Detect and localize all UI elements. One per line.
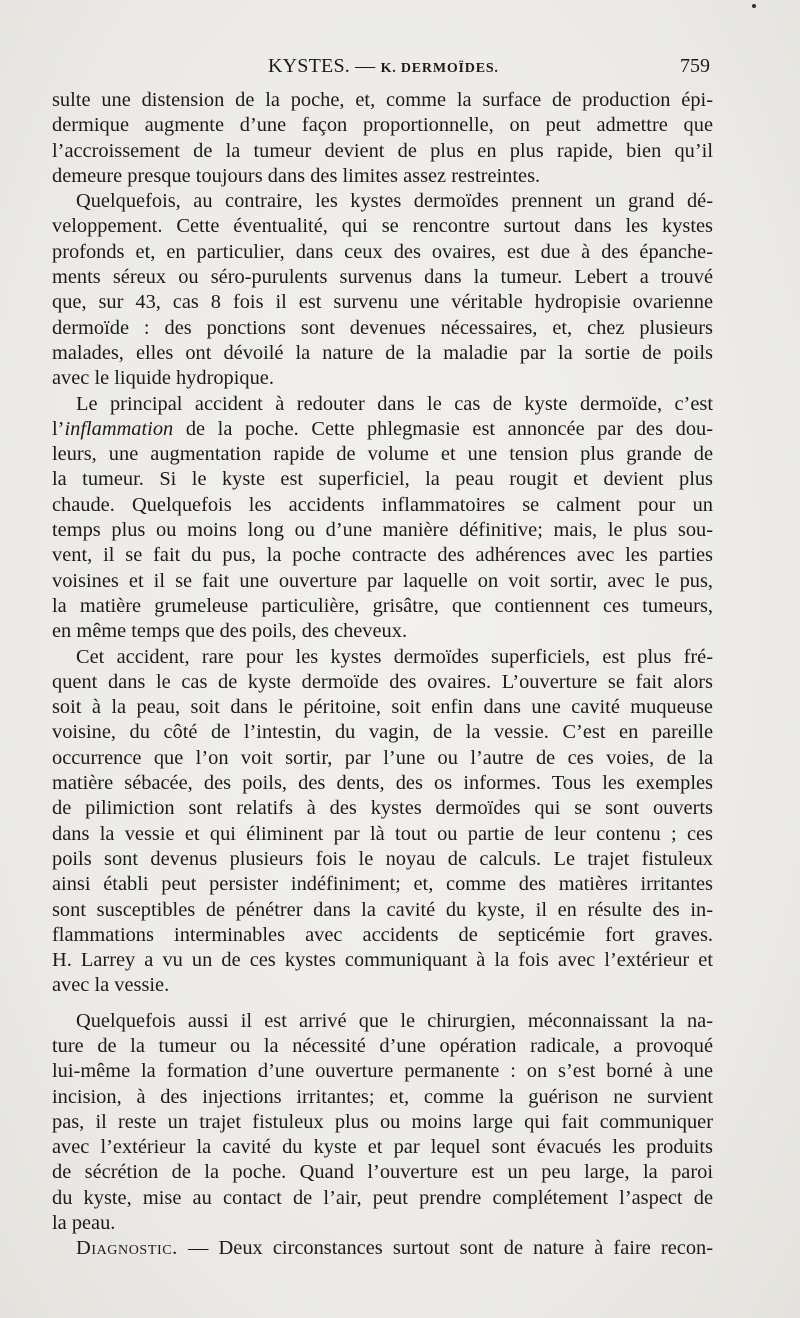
text-line: avec le liquide hydropique. (52, 367, 274, 390)
text-line: en même temps que des poils, des cheveux. (52, 620, 408, 643)
text-line: voisines et il se fait une ouverture par laquelle on voit sortir, avec le pus, (52, 569, 713, 592)
text-line: la peau. (52, 1212, 116, 1235)
text-line: H. Larrey a vu un de ces kystes communiquant à la fois avec l’extérieur et (52, 949, 713, 972)
text-line: veloppement. Cette éventualité, qui se rencontre surtout dans les kystes (52, 215, 713, 238)
running-title (268, 55, 499, 78)
text-line: de pilimiction sont relatifs à des kystes dermoïdes qui se sont ouverts (52, 797, 713, 820)
page-number: 759 (680, 55, 710, 77)
text-line: du kyste, mise au contact de l’air, peut prendre complétement l’aspect de (52, 1186, 713, 1209)
text-line (52, 392, 713, 417)
text-line: dermoïde : des ponctions sont devenues nécessaires, et, chez plusieurs (52, 316, 713, 339)
section-label-diagnostic: Diagnostic. (76, 1237, 178, 1260)
running-title-sub: K. DERMOÏDES. (380, 61, 499, 76)
text-line: matière sébacée, des poils, des dents, des os informes. Tous les exemples (52, 772, 713, 795)
text-line: profonds et, en particulier, dans ceux des ovaires, est due à des épanche- (52, 240, 713, 263)
text-line: l’accroissement de la tumeur devient de plus en plus rapide, bien qu’il (52, 139, 713, 162)
running-title-main: KYSTES. — (268, 55, 381, 77)
text-segment: de la poche. Cette phlegmasie est annoncée par des dou- (173, 417, 713, 440)
text-line: de sécrétion de la poche. Quand l’ouverture est un peu large, la paroi (52, 1161, 713, 1184)
text-line: quent dans le cas de kyste dermoïde des ovaires. L’ouverture se fait alors (52, 670, 713, 693)
text-line: malades, elles ont dévoilé la nature de la maladie par la sortie de poils (52, 341, 713, 364)
text-line: Cet accident, rare pour les kystes dermoïdes superficiels, est plus fré- (76, 645, 713, 668)
text-line: ture de la tumeur ou la nécessité d’une opération radicale, a provoqué (52, 1034, 713, 1057)
text-line: incision, à des injections irritantes; et, comme la guérison ne survient (52, 1085, 713, 1108)
page-header (52, 55, 710, 83)
body-text (52, 88, 713, 1262)
text-line: poils sont devenus plusieurs fois le noyau de calculs. Le trajet fistuleux (52, 847, 713, 870)
text-line: ments séreux ou séro-purulents survenus dans la tumeur. Lebert a trouvé (52, 266, 713, 289)
text-segment: Le principal accident à redouter dans le cas de kyste dermoïde, c’est (76, 392, 713, 415)
text-line: occurrence que l’on voit sortir, par l’une ou l’autre de ces voies, de la (52, 746, 713, 769)
text-line: sulte une distension de la poche, et, comme la surface de production épi- (52, 89, 713, 111)
text-segment: — Deux circonstances surtout sont de nature à faire recon- (177, 1237, 713, 1260)
text-line: la tumeur. Si le kyste est superficiel, la peau rougit et devient plus (52, 468, 713, 491)
text-line (52, 417, 713, 442)
text-line: Quelquefois aussi il est arrivé que le chirurgien, méconnaissant la na- (76, 1009, 713, 1032)
text-line: flammations interminables avec accidents de septicémie fort graves. (52, 923, 713, 946)
italic-term: inflammation (64, 417, 174, 440)
text-line: temps plus ou moins long ou d’une manière définitive; mais, le plus sou- (52, 519, 713, 542)
text-line: Quelquefois, au contraire, les kystes dermoïdes prennent un grand dé- (76, 190, 713, 213)
text-line: dermique augmente d’une façon proportionnelle, on peut admettre que (52, 114, 713, 137)
text-line: soit à la peau, soit dans le péritoine, soit enfin dans une cavité muqueuse (52, 696, 713, 719)
text-line: avec l’extérieur la cavité du kyste et par lequel sont évacués les produits (52, 1136, 713, 1159)
text-segment: l’ (52, 417, 65, 440)
text-line (52, 1236, 713, 1261)
text-line: lui-même la formation d’une ouverture permanente : on s’est borné à une (52, 1060, 713, 1083)
text-line: vent, il se fait du pus, la poche contracte des adhérences avec les parties (52, 544, 713, 567)
text-line: demeure presque toujours dans des limites assez restreintes. (52, 164, 541, 187)
text-line: chaude. Quelquefois les accidents inflammatoires se calment pour un (52, 493, 713, 516)
text-line: que, sur 43, cas 8 fois il est survenu une véritable hydropisie ovarienne (52, 291, 713, 314)
text-line: sont susceptibles de pénétrer dans la cavité du kyste, il en résulte des in- (52, 898, 713, 921)
scan-speck (752, 4, 756, 8)
text-line: voisine, du côté de l’intestin, du vagin, de la vessie. C’est en pareille (52, 721, 713, 744)
text-line: leurs, une augmentation rapide de volume et une tension plus grande de (52, 443, 713, 466)
text-line: pas, il reste un trajet fistuleux plus ou moins large qui fait communiquer (52, 1110, 713, 1133)
text-line: avec la vessie. (52, 974, 170, 997)
text-line: ainsi établi peut persister indéfiniment; et, comme des matières irritantes (52, 873, 713, 896)
paragraph-gap (52, 999, 713, 1009)
text-line: la matière grumeleuse particulière, grisâtre, que contiennent ces tumeurs, (52, 594, 713, 617)
text-line: dans la vessie et qui éliminent par là tout ou partie de leur contenu ; ces (52, 822, 713, 845)
